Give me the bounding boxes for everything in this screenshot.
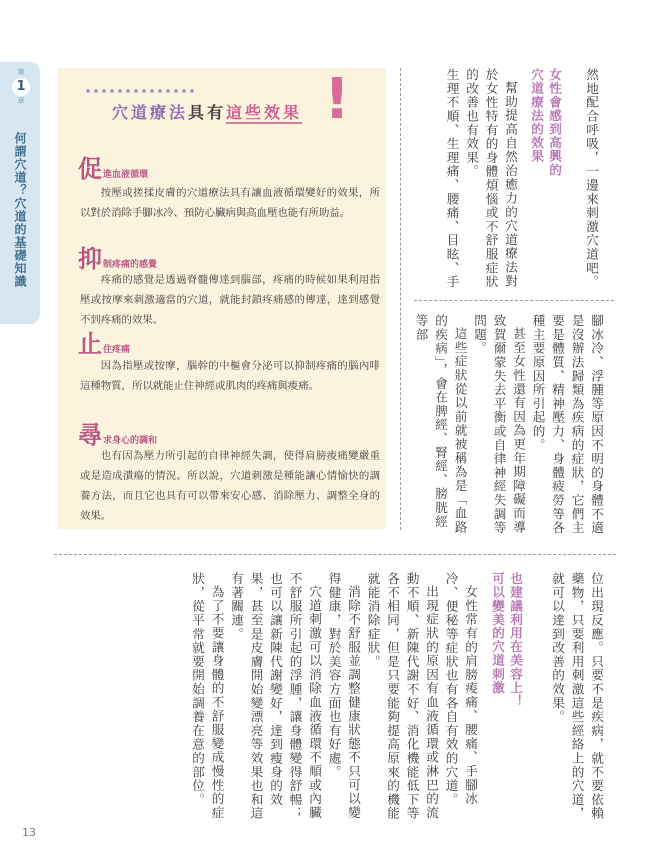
chapter-side-tab <box>0 62 40 324</box>
section-body-4: 也有因為壓力所引起的自律神經失調，使得肩膀痠痛變嚴重或是造成潰瘍的情況。所以說，穴道刺激是種能讓心情愉快的調養方法，而且它也具有可以帶來安心感、消除壓力、調整全身的效果。 <box>80 450 380 522</box>
women-effects-text: 幫助提高自然治癒力的穴道療法對於女性特有的身體煩惱或不舒服症狀的改善也有效果。 生理不順、生理痛、腰痛、目眩、手 <box>444 68 518 289</box>
beauty-text: 女性常有的肩膀痠痛、腰痛、手腳冰冷、便秘等症狀也有各自有效的穴道。 出現症狀的原因有血液循環或淋巴的流動不順、新陳代謝不好、消化機能低下等各不相同，但是只要能夠提高原來的機能就能消除症狀。 消除不舒服並調整健康狀態不只可以變得健康，對於美容方面也有好處。 穴道刺激可以消除血液循環不順或內臟不舒服所引起的浮腫，讓身體變得舒暢；也可以讓新陳代謝變好，達到瘦身的效果，甚至是皮膚開始變漂亮等效果也和這有著關連。 為了不要讓身體的不舒服變成慢性的症狀，從平常就要開始調養在意的部位。 <box>190 572 478 821</box>
section-head-3: 止住疼痛 <box>78 329 131 358</box>
divider-top-right <box>414 300 614 301</box>
symptoms-text: 腳冰冷、浮腫等原因不明的身體不適是沒辦法歸類為疾病的症狀，它們主要是體質、精神壓力、身體疲勞等各種主要原因所引起的。 甚至女性還有因為更年期障礙而導致賀爾蒙失去平衡或自律神經失調等問題。 這些症狀從以前就被稱為是「血路的疾病」，會在脾經、腎經、膀胱經等部 <box>413 314 604 535</box>
section-body-1: 按壓或搓揉皮膚的穴道療法具有讓血液循環變好的效果，所以對於消除手腳冰冷、預防心臟病與高血壓也能有所助益。 <box>80 187 380 219</box>
section-heading-beauty: 也建議利用在美容上！ 可以變美的穴道刺激 <box>490 572 523 708</box>
meridian-text: 位出現反應。只要不是疾病，就不要依賴藥物，只要利用刺激這些經絡上的穴道，就可以達到改善的效果。 <box>550 572 604 821</box>
divider-vertical <box>400 68 401 530</box>
exclamation-mark: ! <box>324 67 350 132</box>
page-number: 13 <box>22 826 36 839</box>
section-body-2: 疼痛的感覺是透過脊髓傳達到腦部，疼痛的時候如果利用指壓或按摩來刺激適當的穴道，就能封鎖疼痛感的傳達，達到感覺不到疼痛的效果。 <box>80 274 380 326</box>
chapter-label: 第 1 章 <box>8 68 34 106</box>
section-head-4: 尋求身心的調和 <box>78 420 158 449</box>
decorative-dots <box>84 88 194 94</box>
section-body-3: 因為指壓或按摩，腦幹的中樞會分泌可以抑制疼痛的腦內啡這種物質，所以就能止住神經或肌肉的疼痛與痠痛。 <box>80 360 380 392</box>
chapter-number: 1 <box>12 78 30 96</box>
box-title: 穴道療法具有這些效果 <box>112 103 303 122</box>
section-head-2: 抑制疼痛的感覺 <box>78 244 158 273</box>
intro-column: 然地配合呼吸，一邊來刺激穴道吧。 <box>584 68 599 289</box>
divider-bottom <box>54 554 616 555</box>
chapter-title: 何謂穴道？穴道的基礎知識 <box>13 132 27 288</box>
section-heading-women: 女性會感到高興的 穴道療法的效果 <box>529 68 562 177</box>
section-head-1: 促進血液循環 <box>78 154 149 183</box>
